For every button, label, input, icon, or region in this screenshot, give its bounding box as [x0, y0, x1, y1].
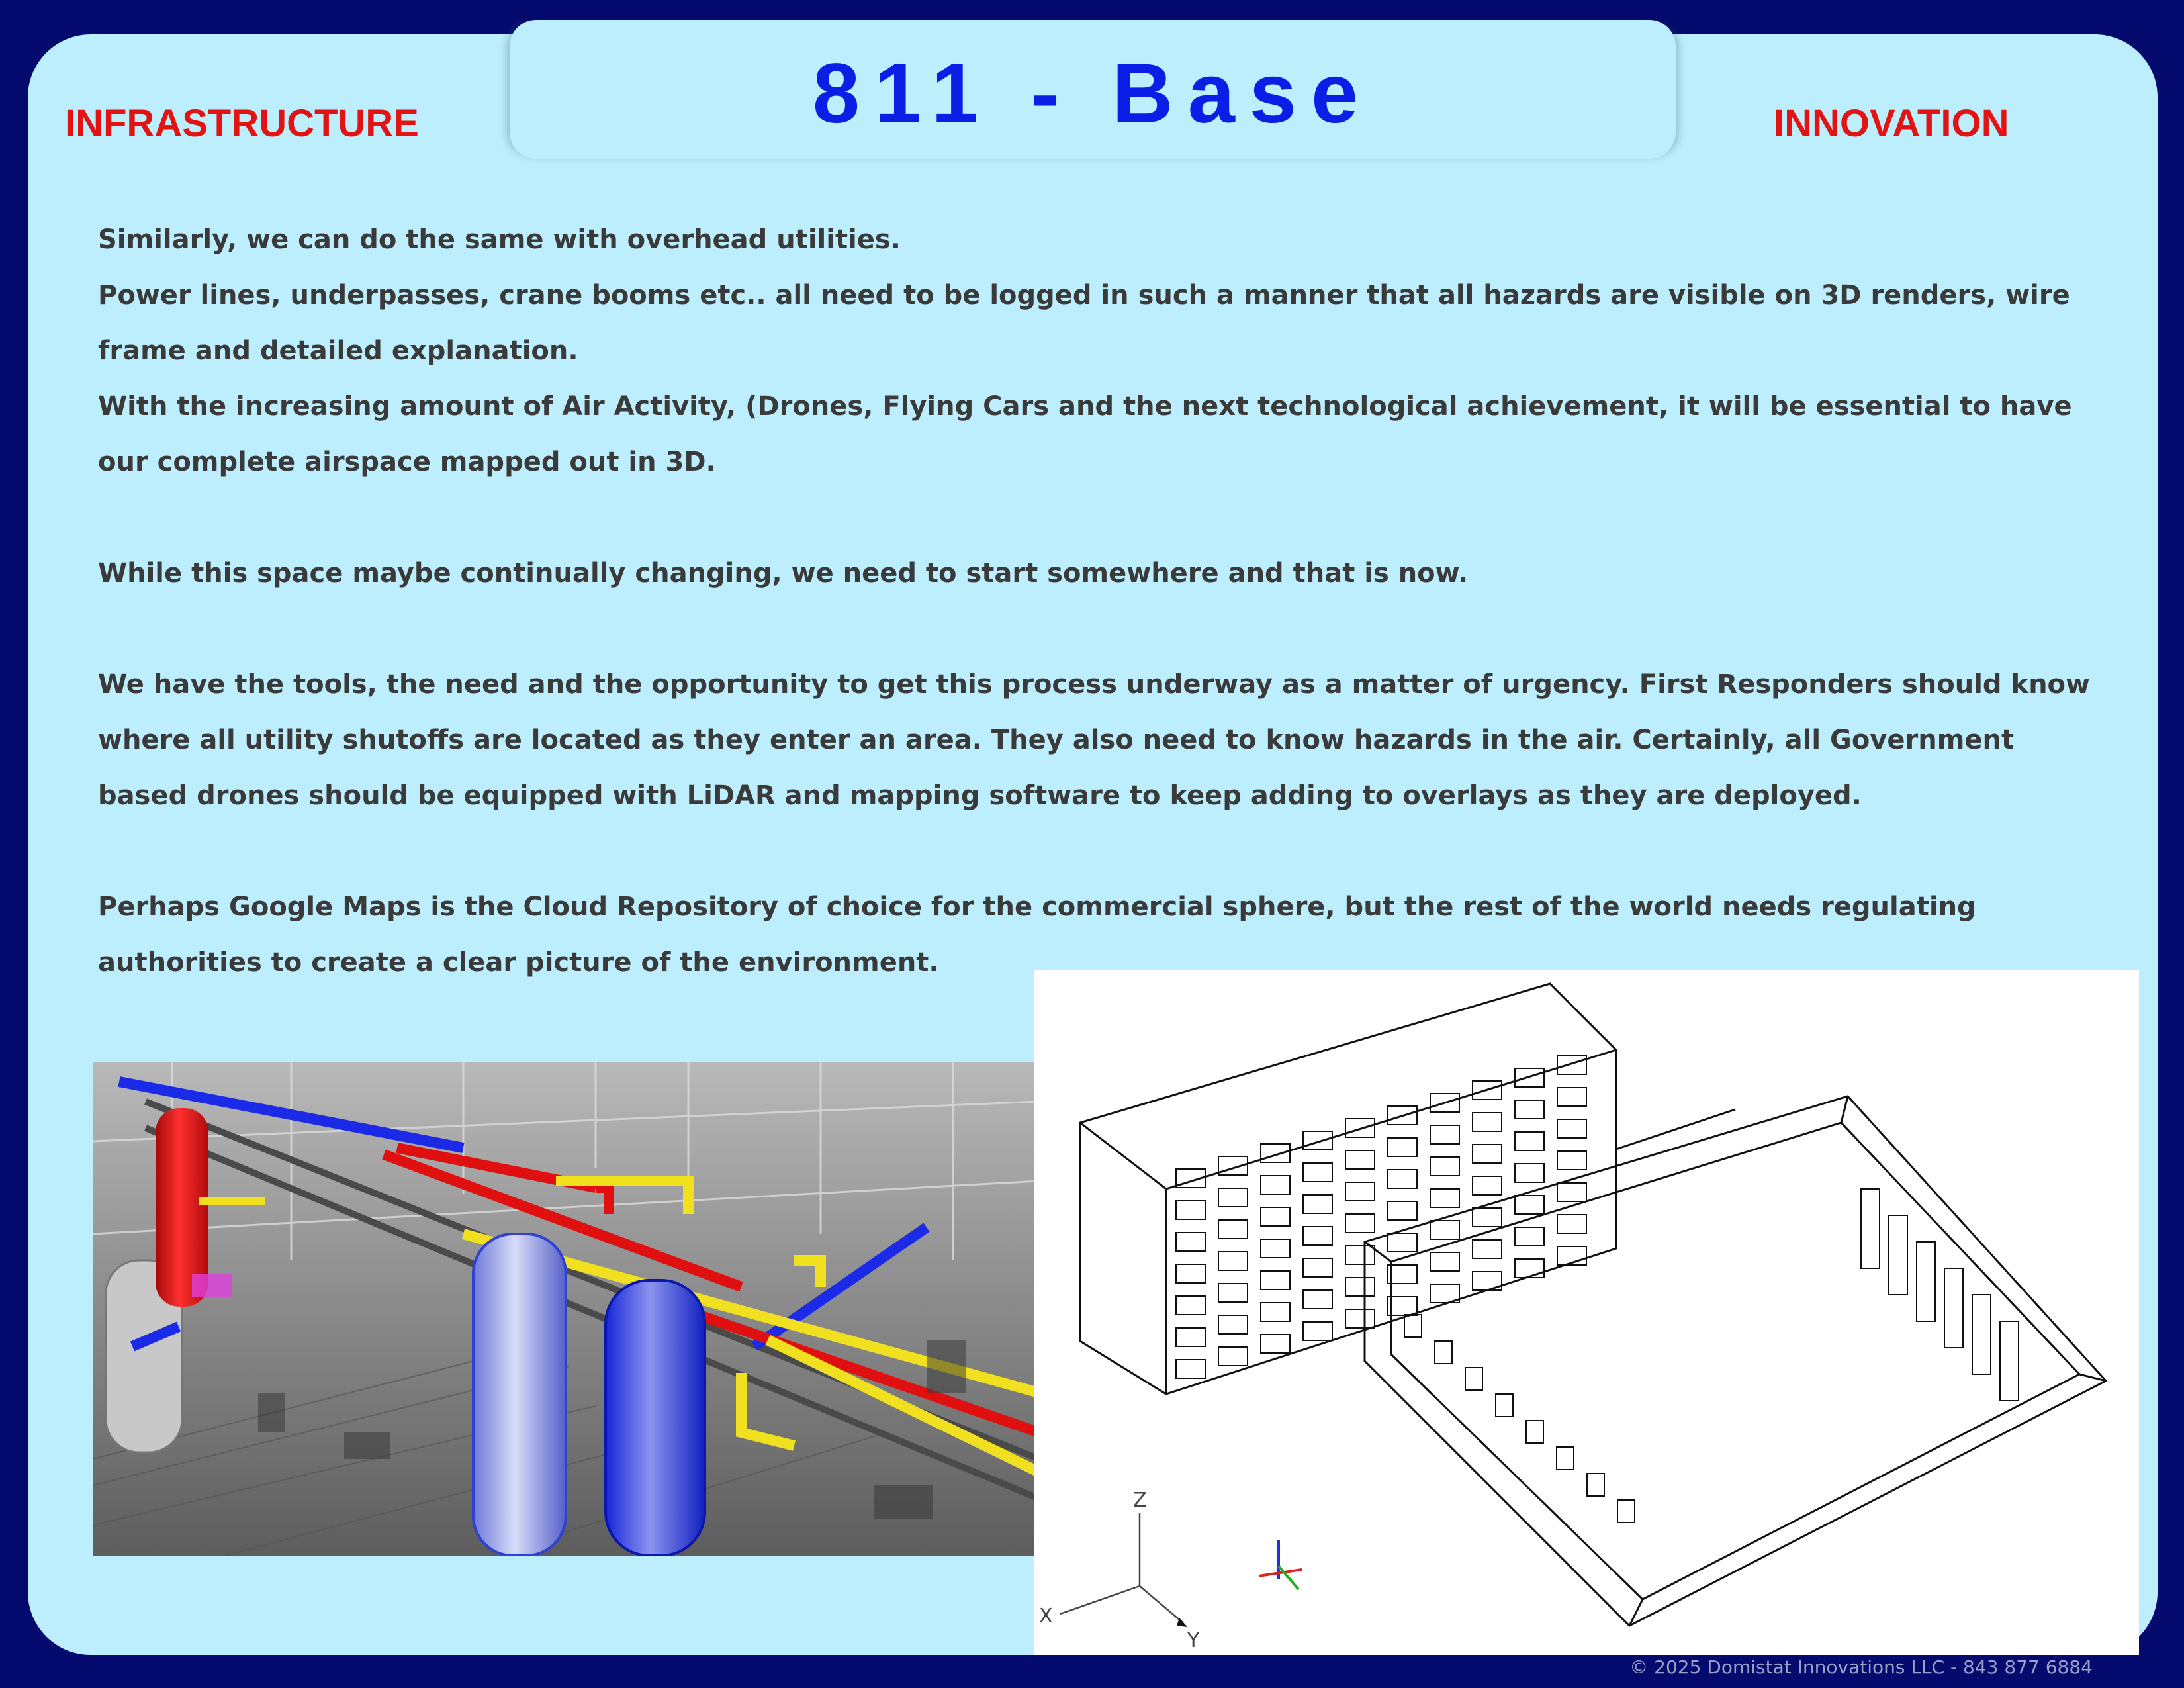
wireframe-window — [1218, 1347, 1248, 1366]
wireframe-window — [1345, 1278, 1375, 1296]
wireframe-window — [1345, 1309, 1375, 1328]
wireframe-window — [1345, 1182, 1375, 1201]
wireframe-window — [1303, 1227, 1332, 1245]
wireframe-window — [1557, 1056, 1586, 1074]
innovation-label: INNOVATION — [1774, 102, 2009, 145]
wireframe-window — [1473, 1113, 1502, 1131]
wireframe-window — [1515, 1196, 1544, 1214]
wireframe-window — [1515, 1227, 1544, 1246]
wireframe-window — [1515, 1164, 1544, 1182]
paragraph-3: With the increasing amount of Air Activity, (Drones, Flying Cars and the next technological achievement, it will be essential to have our complete airspace mapped out in 3D. — [98, 391, 2072, 477]
wireframe-window — [1430, 1252, 1459, 1271]
lidar-scan-image — [93, 1062, 1039, 1556]
wireframe-window — [1557, 1151, 1586, 1170]
wireframe-building-image — [1034, 970, 2139, 1655]
paragraph-2: Power lines, underpasses, crane booms etc.. all need to be logged in such a manner that all hazards are visible on 3D renders, wire frame and detailed explanation. — [98, 280, 2070, 366]
wireframe-window — [1261, 1176, 1290, 1194]
axis-x-label: X — [1039, 1605, 1053, 1628]
wireframe-window — [1303, 1195, 1332, 1213]
wireframe-window — [1176, 1201, 1205, 1219]
wireframe-window — [1176, 1328, 1205, 1346]
wireframe-window — [1557, 1119, 1586, 1138]
wireframe-window — [1515, 1132, 1544, 1150]
paragraph-5: We have the tools, the need and the opportunity to get this process underway as a matter of urgency. First Responders should know where all utility shutoffs are located as they enter an area. They also need to know hazards in the air. Certainly, all Government based drones should be equipped with LiDAR and mapping software to keep adding to overlays as they are deployed. — [98, 669, 2090, 811]
wireframe-window — [1557, 1215, 1586, 1233]
wireframe-window — [1944, 1268, 1963, 1348]
wireframe-window — [1515, 1259, 1544, 1278]
wireframe-window — [1515, 1100, 1544, 1119]
wireframe-window — [1972, 1295, 1991, 1374]
wireframe-window — [1261, 1303, 1290, 1321]
wireframe-window — [1388, 1170, 1417, 1188]
wireframe-window — [1261, 1239, 1290, 1258]
wireframe-window — [1176, 1360, 1205, 1378]
wireframe-window — [1261, 1271, 1290, 1289]
wireframe-window — [1218, 1284, 1248, 1302]
wireframe-window — [1557, 1447, 1574, 1470]
wireframe-window — [1218, 1252, 1248, 1270]
wireframe-window — [1388, 1201, 1417, 1220]
wireframe-window — [1345, 1214, 1375, 1233]
paragraph-6: Perhaps Google Maps is the Cloud Repository of choice for the commercial sphere, but the rest of the world needs regulating authorities to create a clear picture of the environment. — [98, 892, 1976, 978]
wireframe-window — [1473, 1145, 1502, 1163]
paragraph-1: Similarly, we can do the same with overhead utilities. — [98, 224, 901, 255]
wireframe-window — [1388, 1265, 1417, 1284]
wireframe-window — [1218, 1220, 1248, 1239]
wireframe-window — [1218, 1188, 1248, 1207]
wireframe-window — [1388, 1233, 1417, 1252]
wireframe-window — [1303, 1290, 1332, 1309]
wireframe-window — [1345, 1150, 1375, 1169]
wireframe-window — [1430, 1157, 1459, 1176]
wireframe-window — [2000, 1321, 2019, 1401]
axis-y-label: Y — [1187, 1629, 1200, 1652]
wireframe-window — [1218, 1315, 1248, 1334]
wireframe-window — [1473, 1176, 1502, 1195]
wireframe-window — [1526, 1421, 1543, 1443]
wireframe-window — [1345, 1246, 1375, 1264]
wireframe-window — [1917, 1242, 1935, 1321]
wireframe-window — [1889, 1215, 1907, 1295]
paragraph-4: While this space maybe continually changing, we need to start somewhere and that is now. — [98, 558, 1469, 588]
wireframe-window — [1557, 1088, 1586, 1106]
wireframe-window — [1176, 1296, 1205, 1315]
infrastructure-label: INFRASTRUCTURE — [65, 102, 419, 145]
wireframe-window — [1388, 1297, 1417, 1315]
wireframe-window — [1430, 1221, 1459, 1239]
wireframe-window — [1587, 1474, 1604, 1496]
wireframe-window — [1617, 1500, 1635, 1523]
wireframe-window — [1388, 1138, 1417, 1156]
wireframe-window — [1303, 1131, 1332, 1150]
wireframe-window — [1473, 1208, 1502, 1227]
wireframe-window — [1176, 1233, 1205, 1251]
wireframe-window — [1861, 1189, 1880, 1268]
body-text — [98, 212, 2097, 990]
wireframe-window — [1430, 1125, 1459, 1144]
wireframe-window — [1176, 1264, 1205, 1283]
wireframe-window — [1303, 1258, 1332, 1277]
wireframe-window — [1261, 1335, 1290, 1353]
wireframe-window — [1473, 1240, 1502, 1258]
wireframe-window — [1465, 1368, 1482, 1390]
wireframe-window — [1261, 1144, 1290, 1162]
wireframe-window — [1496, 1394, 1513, 1417]
wireframe-window — [1435, 1341, 1452, 1364]
wireframe-window — [1261, 1207, 1290, 1226]
wireframe-window — [1303, 1163, 1332, 1182]
axis-z-label: Z — [1133, 1489, 1147, 1512]
page-title: 811 - Base — [812, 46, 1373, 141]
wireframe-window — [1430, 1189, 1459, 1207]
wireframe-window — [1404, 1315, 1422, 1337]
footer-copyright: © 2025 Domistat Innovations LLC - 843 877 6884 — [1629, 1656, 2093, 1678]
wireframe-window — [1303, 1322, 1332, 1340]
wireframe-window — [1557, 1183, 1586, 1201]
